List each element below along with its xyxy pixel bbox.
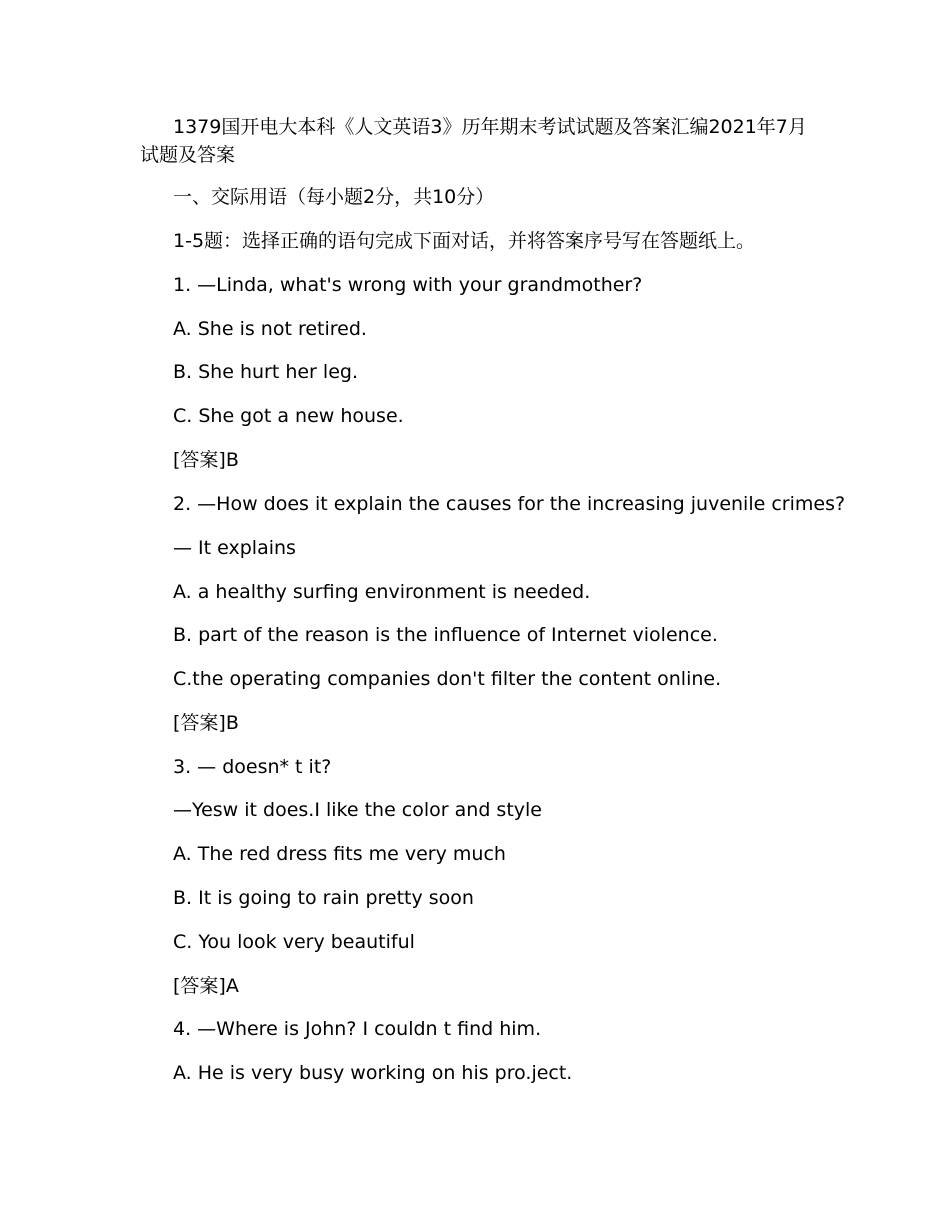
- question-2: 2. —How does it explain the causes for the increasing juvenile crimes?: [173, 493, 846, 515]
- question-1: 1. —Linda, what's wrong with your grandmother?: [173, 274, 643, 296]
- question-3-option-b: B. It is going to rain pretty soon: [173, 887, 474, 909]
- section-heading: 一、交际用语（每小题2分，共10分）: [173, 186, 495, 208]
- question-3-option-c: C. You look very beautiful: [173, 931, 415, 953]
- section-instructions: 1-5题：选择正确的语句完成下面对话，并将答案序号写在答题纸上。: [173, 230, 756, 252]
- document-title: 1379国开电大本科《人文英语3》历年期末考试试题及答案汇编2021年7月试题及答案: [140, 116, 807, 166]
- question-2-option-b: B. part of the reason is the influence of Internet violence.: [173, 624, 718, 646]
- question-1-option-b: B. She hurt her leg.: [173, 361, 358, 383]
- question-3-response: —Yesw it does.I like the color and style: [173, 799, 542, 821]
- question-4: 4. —Where is John? I couldn t find him.: [173, 1018, 542, 1040]
- question-3-answer: [答案]A: [173, 975, 239, 997]
- question-2-option-c: C.the operating companies don't filter the content online.: [173, 668, 722, 690]
- question-3-option-a: A. The red dress fits me very much: [173, 843, 506, 865]
- question-2-option-a: A. a healthy surfing environment is needed.: [173, 581, 591, 603]
- question-3: 3. — doesn* t it?: [173, 756, 332, 778]
- question-2-response: — It explains: [173, 537, 296, 559]
- question-1-option-c: C. She got a new house.: [173, 405, 404, 427]
- question-1-option-a: A. She is not retired.: [173, 318, 367, 340]
- question-1-answer: [答案]B: [173, 449, 239, 471]
- question-4-option-a: A. He is very busy working on his pro.ject.: [173, 1062, 573, 1084]
- question-2-answer: [答案]B: [173, 712, 239, 734]
